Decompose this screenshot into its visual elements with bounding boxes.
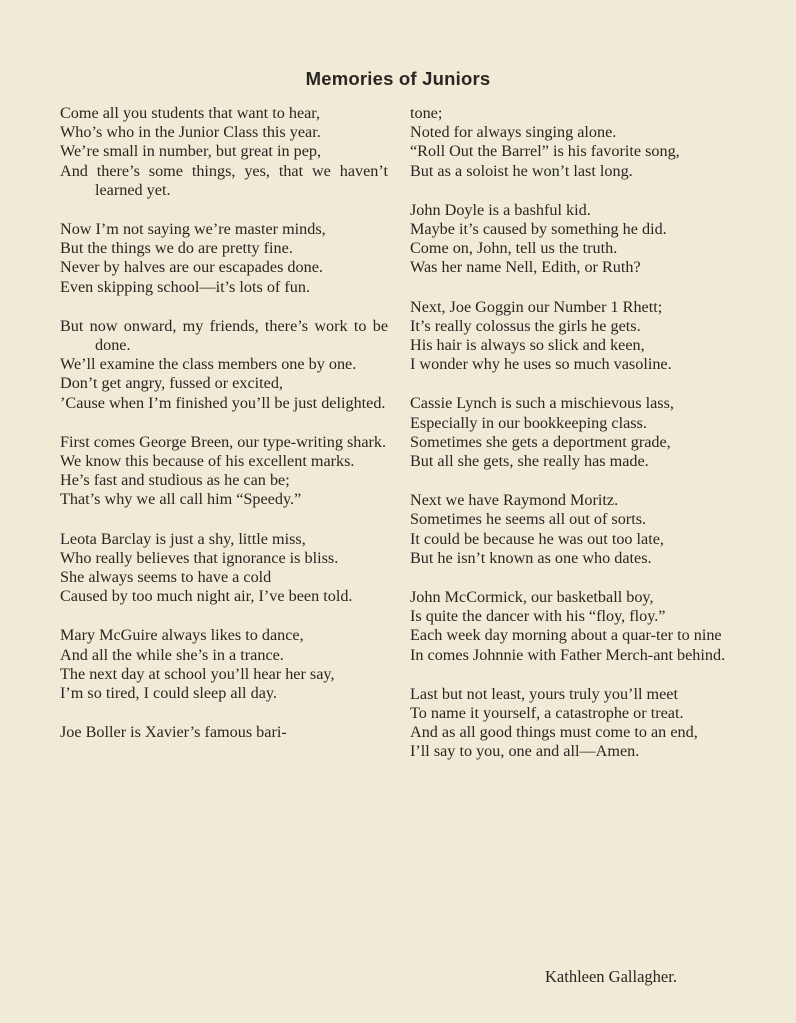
poem-line: Come on, John, tell us the truth.	[410, 239, 618, 258]
poem-line: Joe Boller is Xavier’s famous bari-	[60, 723, 287, 742]
stanza	[60, 104, 388, 200]
poem-line: Next, Joe Goggin our Number 1 Rhett;	[410, 297, 663, 316]
poem-line: Who’s who in the Junior Class this year.	[60, 123, 321, 142]
poem-line: That’s why we all call him “Speedy.”	[60, 490, 302, 509]
poem-line: But he isn’t known as one who dates.	[410, 548, 652, 567]
stanza	[60, 317, 388, 413]
poem-line: The next day at school you’ll hear her say,	[60, 664, 335, 683]
poem-line: Come all you students that want to hear,	[60, 104, 321, 122]
poem-line: Sometimes she gets a deportment grade,	[410, 432, 671, 451]
poem-line: Last but not least, yours truly you’ll meet	[410, 684, 678, 703]
poem-line: We’re small in number, but great in pep,	[60, 142, 322, 161]
poem-line: Never by halves are our escapades done.	[60, 258, 323, 277]
stanza	[60, 626, 388, 703]
poem-line: I’ll say to you, one and all—Amen.	[410, 742, 640, 761]
poem-line: It could be because he was out too late,	[410, 529, 664, 548]
poem-line: Noted for always singing alone.	[410, 123, 617, 142]
stanza	[60, 433, 388, 510]
poem-line: John McCormick, our basketball boy,	[410, 588, 654, 607]
poem-line: Especially in our bookkeeping class.	[410, 413, 647, 432]
poem-line: We know this because of his excellent marks.	[60, 452, 355, 471]
poem-title: Memories of Juniors	[305, 68, 491, 89]
poem-line: Cassie Lynch is such a mischievous lass,	[410, 394, 674, 413]
poem-line: Maybe it’s caused by something he did.	[410, 220, 667, 239]
poem-line: And as all good things must come to an end,	[410, 723, 698, 742]
author-signature: Kathleen Gallagher.	[545, 967, 677, 986]
poem-line: We’ll examine the class members one by one.	[60, 355, 357, 374]
poem-line: I’m so tired, I could sleep all day.	[60, 684, 277, 703]
poem-line: Each week day morning about a quar-ter to nine	[410, 626, 722, 645]
stanza	[60, 530, 388, 607]
poem-line: Even skipping school—it’s lots of fun.	[60, 277, 310, 296]
poem-line: He’s fast and studious as he can be;	[60, 471, 290, 490]
stanza	[410, 394, 740, 471]
poem-line: ’Cause when I’m finished you’ll be just delighted.	[60, 393, 386, 412]
poem-line: Next we have Raymond Moritz.	[410, 491, 619, 510]
poem-line: And there’s some things, yes, that we haven’t learned yet.	[60, 161, 388, 199]
poem-line: Who really believes that ignorance is bliss.	[60, 548, 339, 567]
poem-line: Is quite the dancer with his “floy, floy.”	[410, 607, 666, 626]
poem-line: And all the while she’s in a trance.	[60, 645, 284, 664]
poem-line: “Roll Out the Barrel” is his favorite song,	[410, 142, 680, 161]
stanza	[410, 588, 740, 665]
poem-line: To name it yourself, a catastrophe or treat.	[410, 704, 684, 723]
stanza	[410, 491, 740, 568]
poem-line: Sometimes he seems all out of sorts.	[410, 510, 647, 529]
poem-line: She always seems to have a cold	[60, 568, 272, 587]
poem-line: It’s really colossus the girls he gets.	[410, 316, 641, 335]
stanza	[410, 201, 740, 278]
stanza	[410, 298, 740, 375]
left-column	[60, 104, 388, 762]
poem-line: But as a soloist he won’t last long.	[410, 161, 633, 180]
stanza	[60, 723, 388, 742]
poem-line: Leota Barclay is just a shy, little miss,	[60, 529, 306, 548]
poem-line: But all she gets, she really has made.	[410, 452, 649, 471]
stanza	[60, 220, 388, 297]
poem-line: His hair is always so slick and keen,	[410, 336, 645, 355]
poem-line: First comes George Breen, our type-writing shark.	[60, 432, 387, 451]
poem-line: Mary McGuire always likes to dance,	[60, 626, 304, 645]
stanza	[410, 685, 740, 762]
poem-line: Don’t get angry, fussed or excited,	[60, 374, 283, 393]
poem-line: Caused by too much night air, I’ve been told.	[60, 587, 353, 606]
poem-line: But the things we do are pretty fine.	[60, 239, 293, 258]
poem-line: In comes Johnnie with Father Merch-ant behind.	[410, 645, 726, 664]
poem-line: But now onward, my friends, there’s work to be done.	[60, 316, 388, 355]
poem-line: Now I’m not saying we’re master minds,	[60, 220, 326, 239]
poem-line: Was her name Nell, Edith, or Ruth?	[410, 258, 641, 277]
poem-line: John Doyle is a bashful kid.	[410, 200, 591, 219]
right-column	[410, 104, 740, 782]
poem-line: I wonder why he uses so much vasoline.	[410, 355, 672, 374]
stanza	[410, 123, 740, 181]
continued-line: tone;	[410, 104, 443, 122]
